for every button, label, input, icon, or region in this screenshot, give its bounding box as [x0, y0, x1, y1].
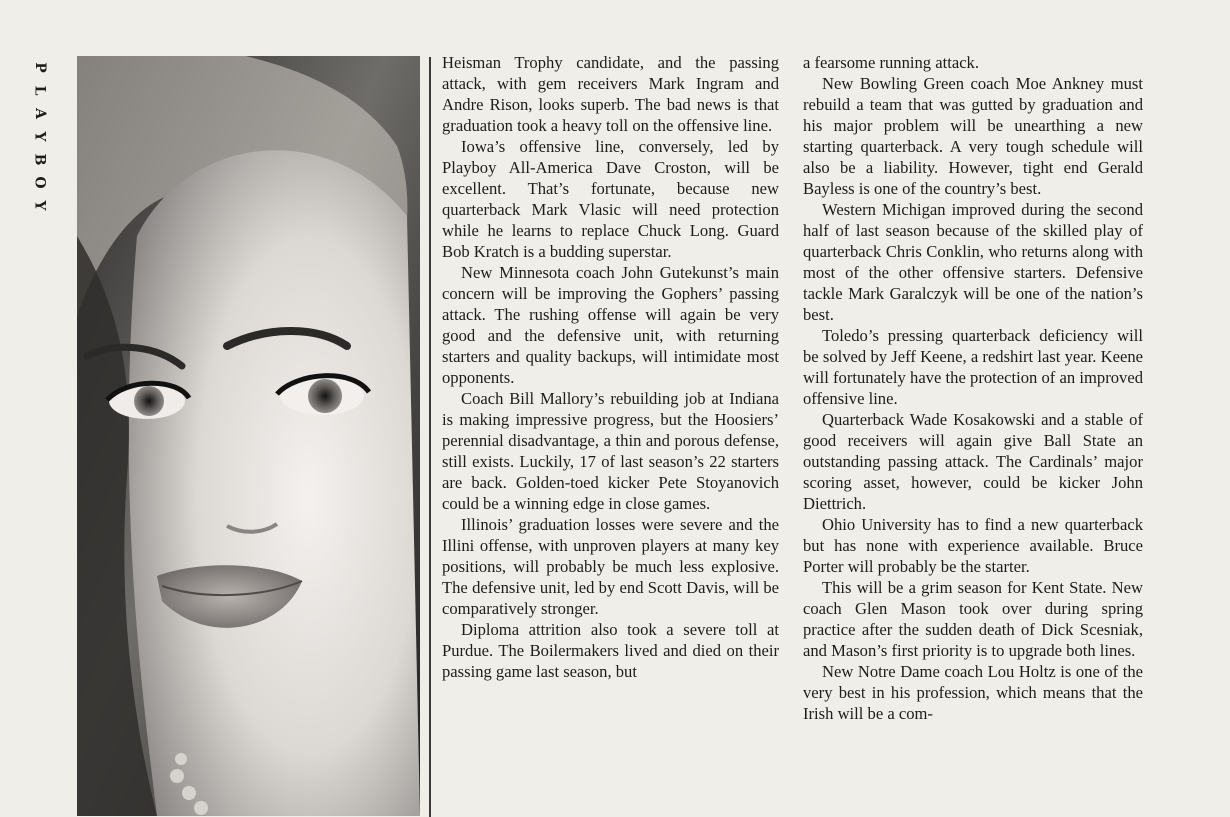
article-paragraph: Illinois’ graduation losses were severe and the Illini offense, with unproven players at many key positions, will probably be much less explosive. The defensive unit, led by end Scott Davis, will be comparatively stronger.	[442, 515, 779, 618]
article-paragraph: New Bowling Green coach Moe Ankney must rebuild a team that was gutted by graduation and his major problem will be unearthing a new starting quarterback. A very tough schedule will also be a liability. However, tight end Gerald Bayless is one of the country’s best.	[803, 74, 1143, 198]
portrait-photo	[77, 56, 420, 816]
article-paragraph: a fearsome running attack.	[803, 53, 980, 72]
masthead-letter: Y	[31, 200, 48, 211]
article-column-1	[442, 52, 779, 682]
masthead-playboy	[26, 56, 48, 217]
article-column-2	[803, 52, 1143, 724]
portrait-illustration	[77, 56, 420, 816]
article-paragraph: New Notre Dame coach Lou Holtz is one of the very best in his profession, which means that the Irish will be a com-	[803, 662, 1143, 723]
article-paragraph: Western Michigan improved during the second half of last season because of the skilled play of quarterback Chris Conklin, who returns along with most of the other offensive starters. Defensive tackle Mark Garalczyk will be one of the nation’s best.	[803, 200, 1143, 324]
article-paragraph: This will be a grim season for Kent State. New coach Glen Mason took over during spring practice after the sudden death of Dick Scesniak, and Mason’s first priority is to upgrade both lines.	[803, 578, 1143, 660]
article-paragraph: Quarterback Wade Kosakowski and a stable of good receivers will again give Ball State an outstanding passing attack. The Cardinals’ major scoring asset, however, could be kicker John Diettrich.	[803, 410, 1143, 513]
article-paragraph: Iowa’s offensive line, conversely, led by Playboy All-America Dave Croston, will be excellent. That’s fortunate, because new quarterback Mark Vlasic will need protection while he learns to replace Chuck Long. Guard Bob Kratch is a budding superstar.	[442, 137, 779, 261]
column-divider	[429, 57, 431, 817]
masthead-letter: A	[31, 108, 48, 119]
masthead-letter: B	[31, 153, 48, 166]
article-paragraph: Diploma attrition also took a severe toll at Purdue. The Boilermakers lived and died on their passing game last season, but	[442, 620, 779, 681]
article-paragraph: Heisman Trophy candidate, and the passing attack, with gem receivers Mark Ingram and Andre Rison, looks superb. The bad news is that graduation took a heavy toll on the offensive line.	[442, 53, 779, 135]
article-paragraph: Ohio University has to find a new quarterback but has none with experience available. Bruce Porter will probably be the starter.	[803, 515, 1143, 576]
masthead-letter: L	[31, 85, 48, 96]
masthead-letter: P	[31, 62, 48, 73]
article-paragraph: Toledo’s pressing quarterback deficiency will be solved by Jeff Keene, a redshirt last year. Keene will fortunately have the protection of an improved offensive line.	[803, 326, 1143, 408]
article-paragraph: New Minnesota coach John Gutekunst’s main concern will be improving the Gophers’ passing attack. The rushing offense will again be very good and the defensive unit, with returning starters and quality backups, will intimidate most opponents.	[442, 263, 779, 387]
masthead-letter: O	[31, 176, 48, 189]
masthead-letter: Y	[31, 131, 48, 142]
article-paragraph: Coach Bill Mallory’s rebuilding job at Indiana is making impressive progress, but the Hoosiers’ perennial disadvantage, a thin and porous defense, still exists. Luckily, 17 of last season’s 22 starters are back. Golden-toed kicker Pete Stoyanovich could be a winning edge in close games.	[442, 389, 779, 513]
